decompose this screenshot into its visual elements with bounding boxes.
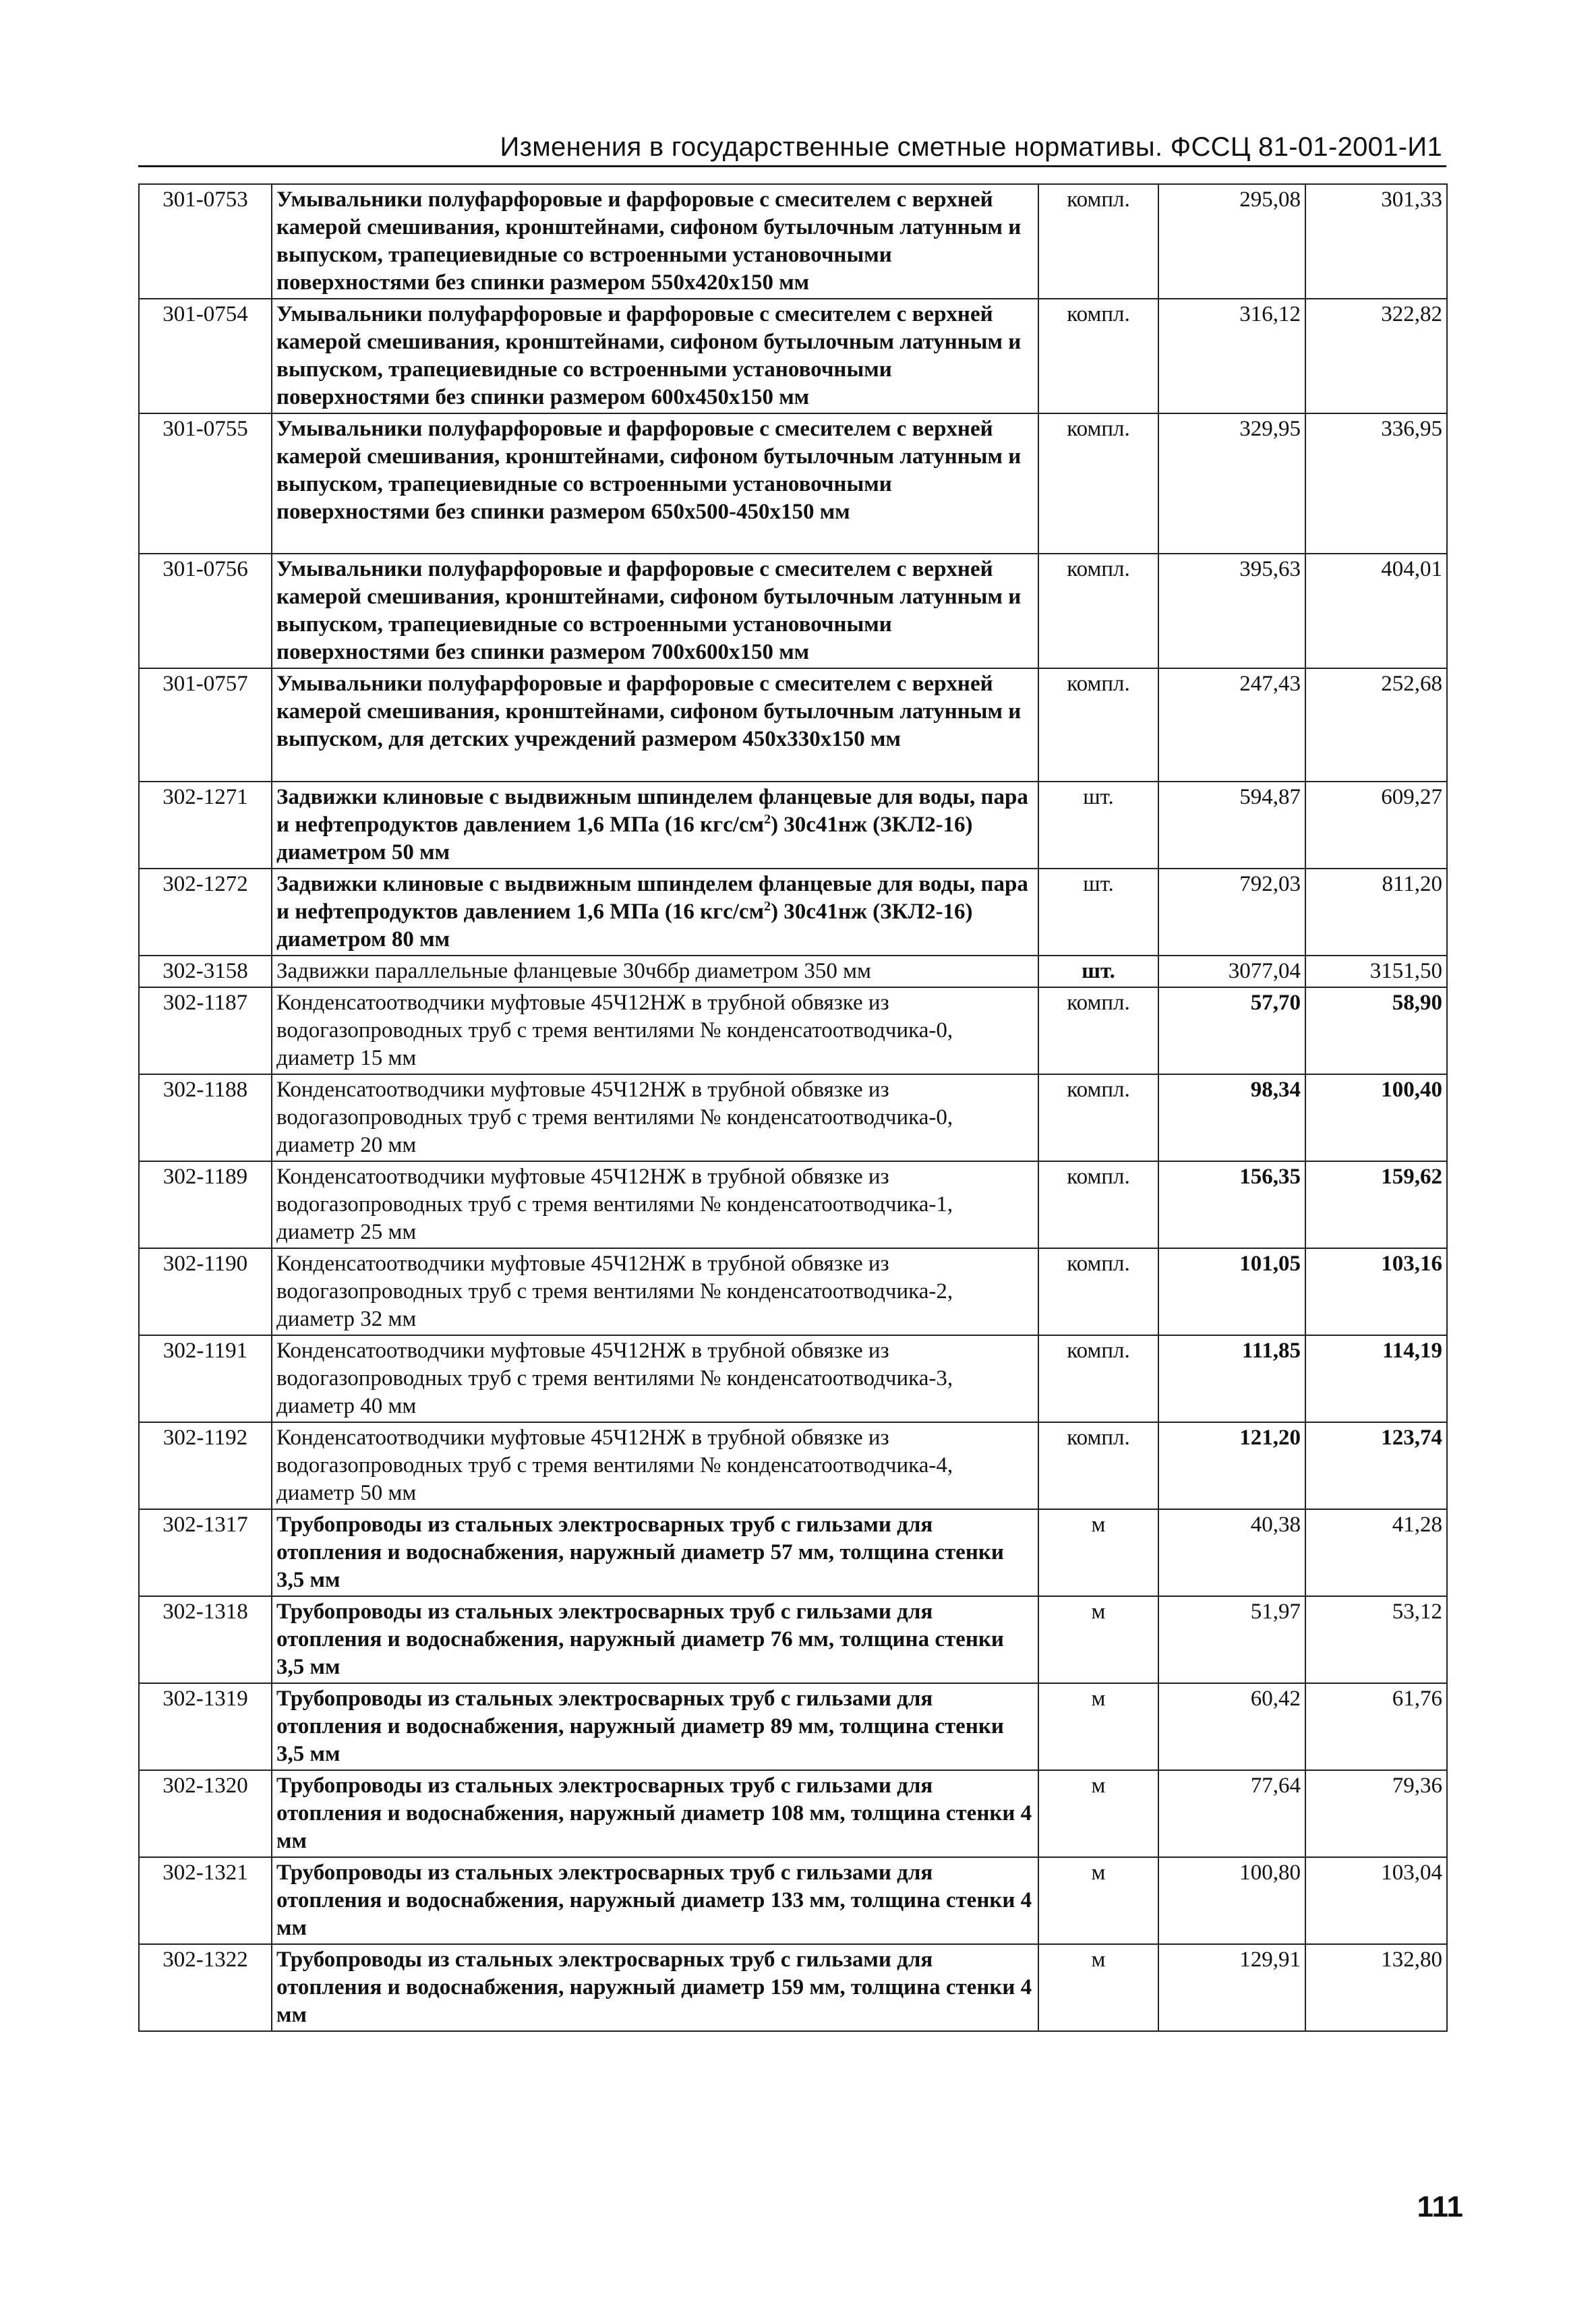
row-unit: компл. [1038, 1335, 1158, 1422]
row-code: 302-1317 [139, 1509, 272, 1596]
row-description: Конденсатоотводчики муфтовые 45Ч12НЖ в трубной обвязке из водогазопроводных труб с тремя вентилями № конденсатоотводчика-2, диаметр 32 мм [272, 1248, 1038, 1335]
table-row [139, 1509, 1447, 1596]
row-unit: компл. [1038, 184, 1158, 299]
page-header [138, 120, 1446, 167]
row-unit: м [1038, 1596, 1158, 1683]
table-row [139, 782, 1447, 869]
row-price-2: 103,04 [1305, 1857, 1447, 1944]
row-unit: компл. [1038, 1248, 1158, 1335]
row-price-1: 316,12 [1158, 299, 1305, 413]
row-price-1: 100,80 [1158, 1857, 1305, 1944]
table-row [139, 1596, 1447, 1683]
table-row [139, 1944, 1447, 2031]
row-unit: м [1038, 1770, 1158, 1857]
row-price-1: 129,91 [1158, 1944, 1305, 2031]
table-row [139, 1422, 1447, 1509]
table-row [139, 1161, 1447, 1248]
row-price-1: 57,70 [1158, 987, 1305, 1074]
row-description: Конденсатоотводчики муфтовые 45Ч12НЖ в трубной обвязке из водогазопроводных труб с тремя вентилями № конденсатоотводчика-4, диаметр 50 мм [272, 1422, 1038, 1509]
table-row [139, 299, 1447, 413]
row-unit: шт. [1038, 956, 1158, 987]
price-table [138, 183, 1448, 2032]
row-price-2: 3151,50 [1305, 956, 1447, 987]
row-price-2: 123,74 [1305, 1422, 1447, 1509]
row-code: 301-0755 [139, 413, 272, 554]
superscript: 2 [764, 812, 771, 827]
row-price-2: 159,62 [1305, 1161, 1447, 1248]
row-code: 302-1272 [139, 869, 272, 956]
row-unit: компл. [1038, 668, 1158, 782]
row-description: Трубопроводы из стальных электросварных труб с гильзами для отопления и водоснабжения, наружный диаметр 57 мм, толщина стенки 3,5 мм [272, 1509, 1038, 1596]
row-code: 302-1318 [139, 1596, 272, 1683]
row-code: 302-1319 [139, 1683, 272, 1770]
row-price-1: 111,85 [1158, 1335, 1305, 1422]
row-code: 302-3158 [139, 956, 272, 987]
row-price-1: 40,38 [1158, 1509, 1305, 1596]
row-price-2: 301,33 [1305, 184, 1447, 299]
row-price-1: 594,87 [1158, 782, 1305, 869]
table-row [139, 1857, 1447, 1944]
row-description: Умывальники полуфарфоровые и фарфоровые с смесителем с верхней камерой смешивания, кронштейнами, сифоном бутылочным латунным и выпуском, трапециевидные со встроенными установочными поверхностями без спинки размером 550х420х150 мм [272, 184, 1038, 299]
row-price-1: 98,34 [1158, 1074, 1305, 1161]
row-description: Трубопроводы из стальных электросварных труб с гильзами для отопления и водоснабжения, наружный диаметр 133 мм, толщина стенки 4 мм [272, 1857, 1038, 1944]
row-unit: шт. [1038, 782, 1158, 869]
row-code: 301-0754 [139, 299, 272, 413]
row-price-2: 103,16 [1305, 1248, 1447, 1335]
table-row [139, 1770, 1447, 1857]
row-price-1: 395,63 [1158, 554, 1305, 668]
row-code: 302-1320 [139, 1770, 272, 1857]
page-number: 111 [1417, 2190, 1463, 2223]
row-price-2: 132,80 [1305, 1944, 1447, 2031]
row-price-2: 404,01 [1305, 554, 1447, 668]
row-price-1: 51,97 [1158, 1596, 1305, 1683]
row-price-2: 41,28 [1305, 1509, 1447, 1596]
row-code: 302-1189 [139, 1161, 272, 1248]
row-description [272, 782, 1038, 869]
table-row [139, 554, 1447, 668]
row-price-1: 101,05 [1158, 1248, 1305, 1335]
table-row [139, 668, 1447, 782]
row-price-2: 79,36 [1305, 1770, 1447, 1857]
row-description: Трубопроводы из стальных электросварных труб с гильзами для отопления и водоснабжения, наружный диаметр 76 мм, толщина стенки 3,5 мм [272, 1596, 1038, 1683]
row-price-1: 792,03 [1158, 869, 1305, 956]
row-price-2: 336,95 [1305, 413, 1447, 554]
row-code: 302-1191 [139, 1335, 272, 1422]
row-description-part: Задвижки клиновые с выдвижным шпинделем фланцевые для воды, пара и нефтепродуктов давлением 1,6 МПа (16 кгс/см [276, 872, 1028, 924]
table-row [139, 869, 1447, 956]
row-description-part: ) 30с41нж (ЗКЛ2-16) диаметром 80 мм [276, 900, 973, 952]
row-unit: компл. [1038, 299, 1158, 413]
table-row [139, 1074, 1447, 1161]
row-price-2: 609,27 [1305, 782, 1447, 869]
row-unit: м [1038, 1683, 1158, 1770]
row-description: Умывальники полуфарфоровые и фарфоровые с смесителем с верхней камерой смешивания, кронштейнами, сифоном бутылочным латунным и выпуском, трапециевидные со встроенными установочными поверхностями без спинки размером 650х500-450х150 мм [272, 413, 1038, 554]
table-row [139, 1335, 1447, 1422]
row-description: Конденсатоотводчики муфтовые 45Ч12НЖ в трубной обвязке из водогазопроводных труб с тремя вентилями № конденсатоотводчика-1, диаметр 25 мм [272, 1161, 1038, 1248]
row-code: 302-1322 [139, 1944, 272, 2031]
row-price-1: 247,43 [1158, 668, 1305, 782]
row-code: 302-1190 [139, 1248, 272, 1335]
table-row [139, 987, 1447, 1074]
row-description [272, 869, 1038, 956]
row-unit: м [1038, 1944, 1158, 2031]
row-price-1: 121,20 [1158, 1422, 1305, 1509]
row-description: Конденсатоотводчики муфтовые 45Ч12НЖ в трубной обвязке из водогазопроводных труб с тремя вентилями № конденсатоотводчика-3, диаметр 40 мм [272, 1335, 1038, 1422]
row-price-2: 114,19 [1305, 1335, 1447, 1422]
row-code: 301-0756 [139, 554, 272, 668]
row-unit: компл. [1038, 1422, 1158, 1509]
row-price-2: 252,68 [1305, 668, 1447, 782]
row-code: 302-1187 [139, 987, 272, 1074]
row-price-1: 60,42 [1158, 1683, 1305, 1770]
row-description: Задвижки параллельные фланцевые 30ч6бр диаметром 350 мм [272, 956, 1038, 987]
row-price-1: 295,08 [1158, 184, 1305, 299]
row-unit: м [1038, 1509, 1158, 1596]
row-code: 302-1321 [139, 1857, 272, 1944]
row-unit: м [1038, 1857, 1158, 1944]
row-description: Умывальники полуфарфоровые и фарфоровые с смесителем с верхней камерой смешивания, кронштейнами, сифоном бутылочным латунным и выпуском, трапециевидные со встроенными установочными поверхностями без спинки размером 700х600х150 мм [272, 554, 1038, 668]
row-description: Конденсатоотводчики муфтовые 45Ч12НЖ в трубной обвязке из водогазопроводных труб с тремя вентилями № конденсатоотводчика-0, диаметр 20 мм [272, 1074, 1038, 1161]
row-price-2: 100,40 [1305, 1074, 1447, 1161]
row-price-2: 53,12 [1305, 1596, 1447, 1683]
row-unit: компл. [1038, 413, 1158, 554]
row-description: Конденсатоотводчики муфтовые 45Ч12НЖ в трубной обвязке из водогазопроводных труб с тремя вентилями № конденсатоотводчика-0, диаметр 15 мм [272, 987, 1038, 1074]
row-price-2: 811,20 [1305, 869, 1447, 956]
row-code: 301-0753 [139, 184, 272, 299]
row-code: 302-1192 [139, 1422, 272, 1509]
row-description: Трубопроводы из стальных электросварных труб с гильзами для отопления и водоснабжения, наружный диаметр 159 мм, толщина стенки 4 мм [272, 1944, 1038, 2031]
row-description-part: ) 30с41нж (ЗКЛ2-16) диаметром 50 мм [276, 813, 973, 865]
row-code: 302-1271 [139, 782, 272, 869]
table-row [139, 184, 1447, 299]
row-price-1: 3077,04 [1158, 956, 1305, 987]
table-row [139, 413, 1447, 554]
row-description: Умывальники полуфарфоровые и фарфоровые с смесителем с верхней камерой смешивания, кронштейнами, сифоном бутылочным латунным и выпуском, трапециевидные со встроенными установочными поверхностями без спинки размером 600х450х150 мм [272, 299, 1038, 413]
row-unit: компл. [1038, 1074, 1158, 1161]
row-price-2: 322,82 [1305, 299, 1447, 413]
row-unit: компл. [1038, 554, 1158, 668]
row-price-1: 329,95 [1158, 413, 1305, 554]
row-description: Трубопроводы из стальных электросварных труб с гильзами для отопления и водоснабжения, наружный диаметр 108 мм, толщина стенки 4 мм [272, 1770, 1038, 1857]
table-row [139, 1248, 1447, 1335]
row-price-2: 61,76 [1305, 1683, 1447, 1770]
table-row [139, 1683, 1447, 1770]
row-price-1: 77,64 [1158, 1770, 1305, 1857]
row-description-part: Задвижки клиновые с выдвижным шпинделем фланцевые для воды, пара и нефтепродуктов давлением 1,6 МПа (16 кгс/см [276, 785, 1028, 837]
row-price-2: 58,90 [1305, 987, 1447, 1074]
row-code: 301-0757 [139, 668, 272, 782]
superscript: 2 [764, 899, 771, 914]
table-row [139, 956, 1447, 987]
header-title: Изменения в государственные сметные нормативы. ФССЦ 81-01-2001-И1 [500, 132, 1442, 162]
row-price-1: 156,35 [1158, 1161, 1305, 1248]
row-unit: шт. [1038, 869, 1158, 956]
row-unit: компл. [1038, 1161, 1158, 1248]
row-unit: компл. [1038, 987, 1158, 1074]
row-code: 302-1188 [139, 1074, 272, 1161]
row-description: Трубопроводы из стальных электросварных труб с гильзами для отопления и водоснабжения, наружный диаметр 89 мм, толщина стенки 3,5 мм [272, 1683, 1038, 1770]
row-description: Умывальники полуфарфоровые и фарфоровые с смесителем с верхней камерой смешивания, кронштейнами, сифоном бутылочным латунным и выпуском, для детских учреждений размером 450х330х150 мм [272, 668, 1038, 782]
